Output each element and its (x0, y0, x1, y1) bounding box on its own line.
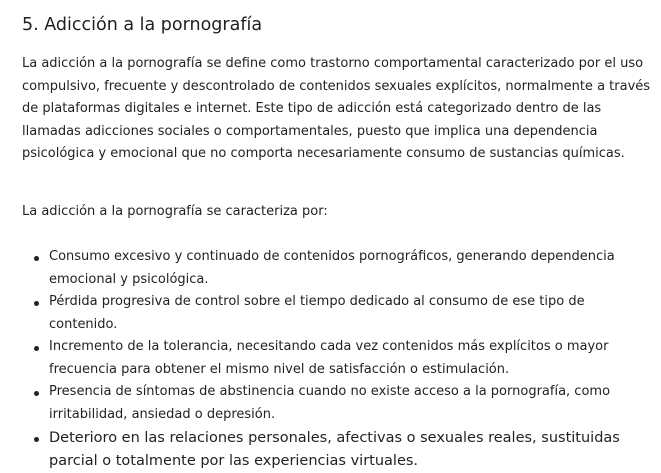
bullet-icon (34, 256, 39, 261)
characteristics-intro: La adicción a la pornografía se caracteriza por: (22, 203, 328, 219)
bullet-icon (34, 437, 39, 442)
list-item-text: Consumo excesivo y continuado de contenidos pornográficos, generando dependencia emocional y psicológica. (49, 249, 615, 287)
list-item-text: Presencia de síntomas de abstinencia cuando no existe acceso a la pornografía, como irritabilidad, ansiedad o depresión. (49, 384, 611, 422)
list-item (22, 336, 652, 381)
list-item (22, 381, 652, 426)
list-item (22, 427, 652, 473)
list-item-text: Pérdida progresiva de control sobre el tiempo dedicado al consumo de ese tipo de contenido. (49, 294, 585, 332)
list-item (22, 291, 652, 336)
section-heading: 5. Adicción a la pornografía (22, 15, 263, 35)
bullet-icon (34, 301, 39, 306)
bullet-icon (34, 346, 39, 351)
bullet-icon (34, 391, 39, 396)
list-item-text: Deterioro en las relaciones personales, afectivas o sexuales reales, sustituidas parcial o totalmente por las experiencias virtuales. (49, 430, 620, 469)
list-item-text: Incremento de la tolerancia, necesitando cada vez contenidos más explícitos o mayor frecuencia para obtener el mismo nivel de satisfacción o estimulación. (49, 339, 609, 377)
characteristics-list (22, 246, 652, 473)
intro-paragraph: La adicción a la pornografía se define como trastorno comportamental caracterizado por el uso compulsivo, frecuente y descontrolado de contenidos sexuales explícitos, normalmente a través de plataformas digitales e internet. Este tipo de adicción está categorizado dentro de las llamadas adicciones sociales o comportamentales, puesto que implica una dependencia psicológica y emocional que no comporta necesariamente consumo de sustancias químicas. (22, 56, 651, 161)
list-item (22, 246, 652, 291)
